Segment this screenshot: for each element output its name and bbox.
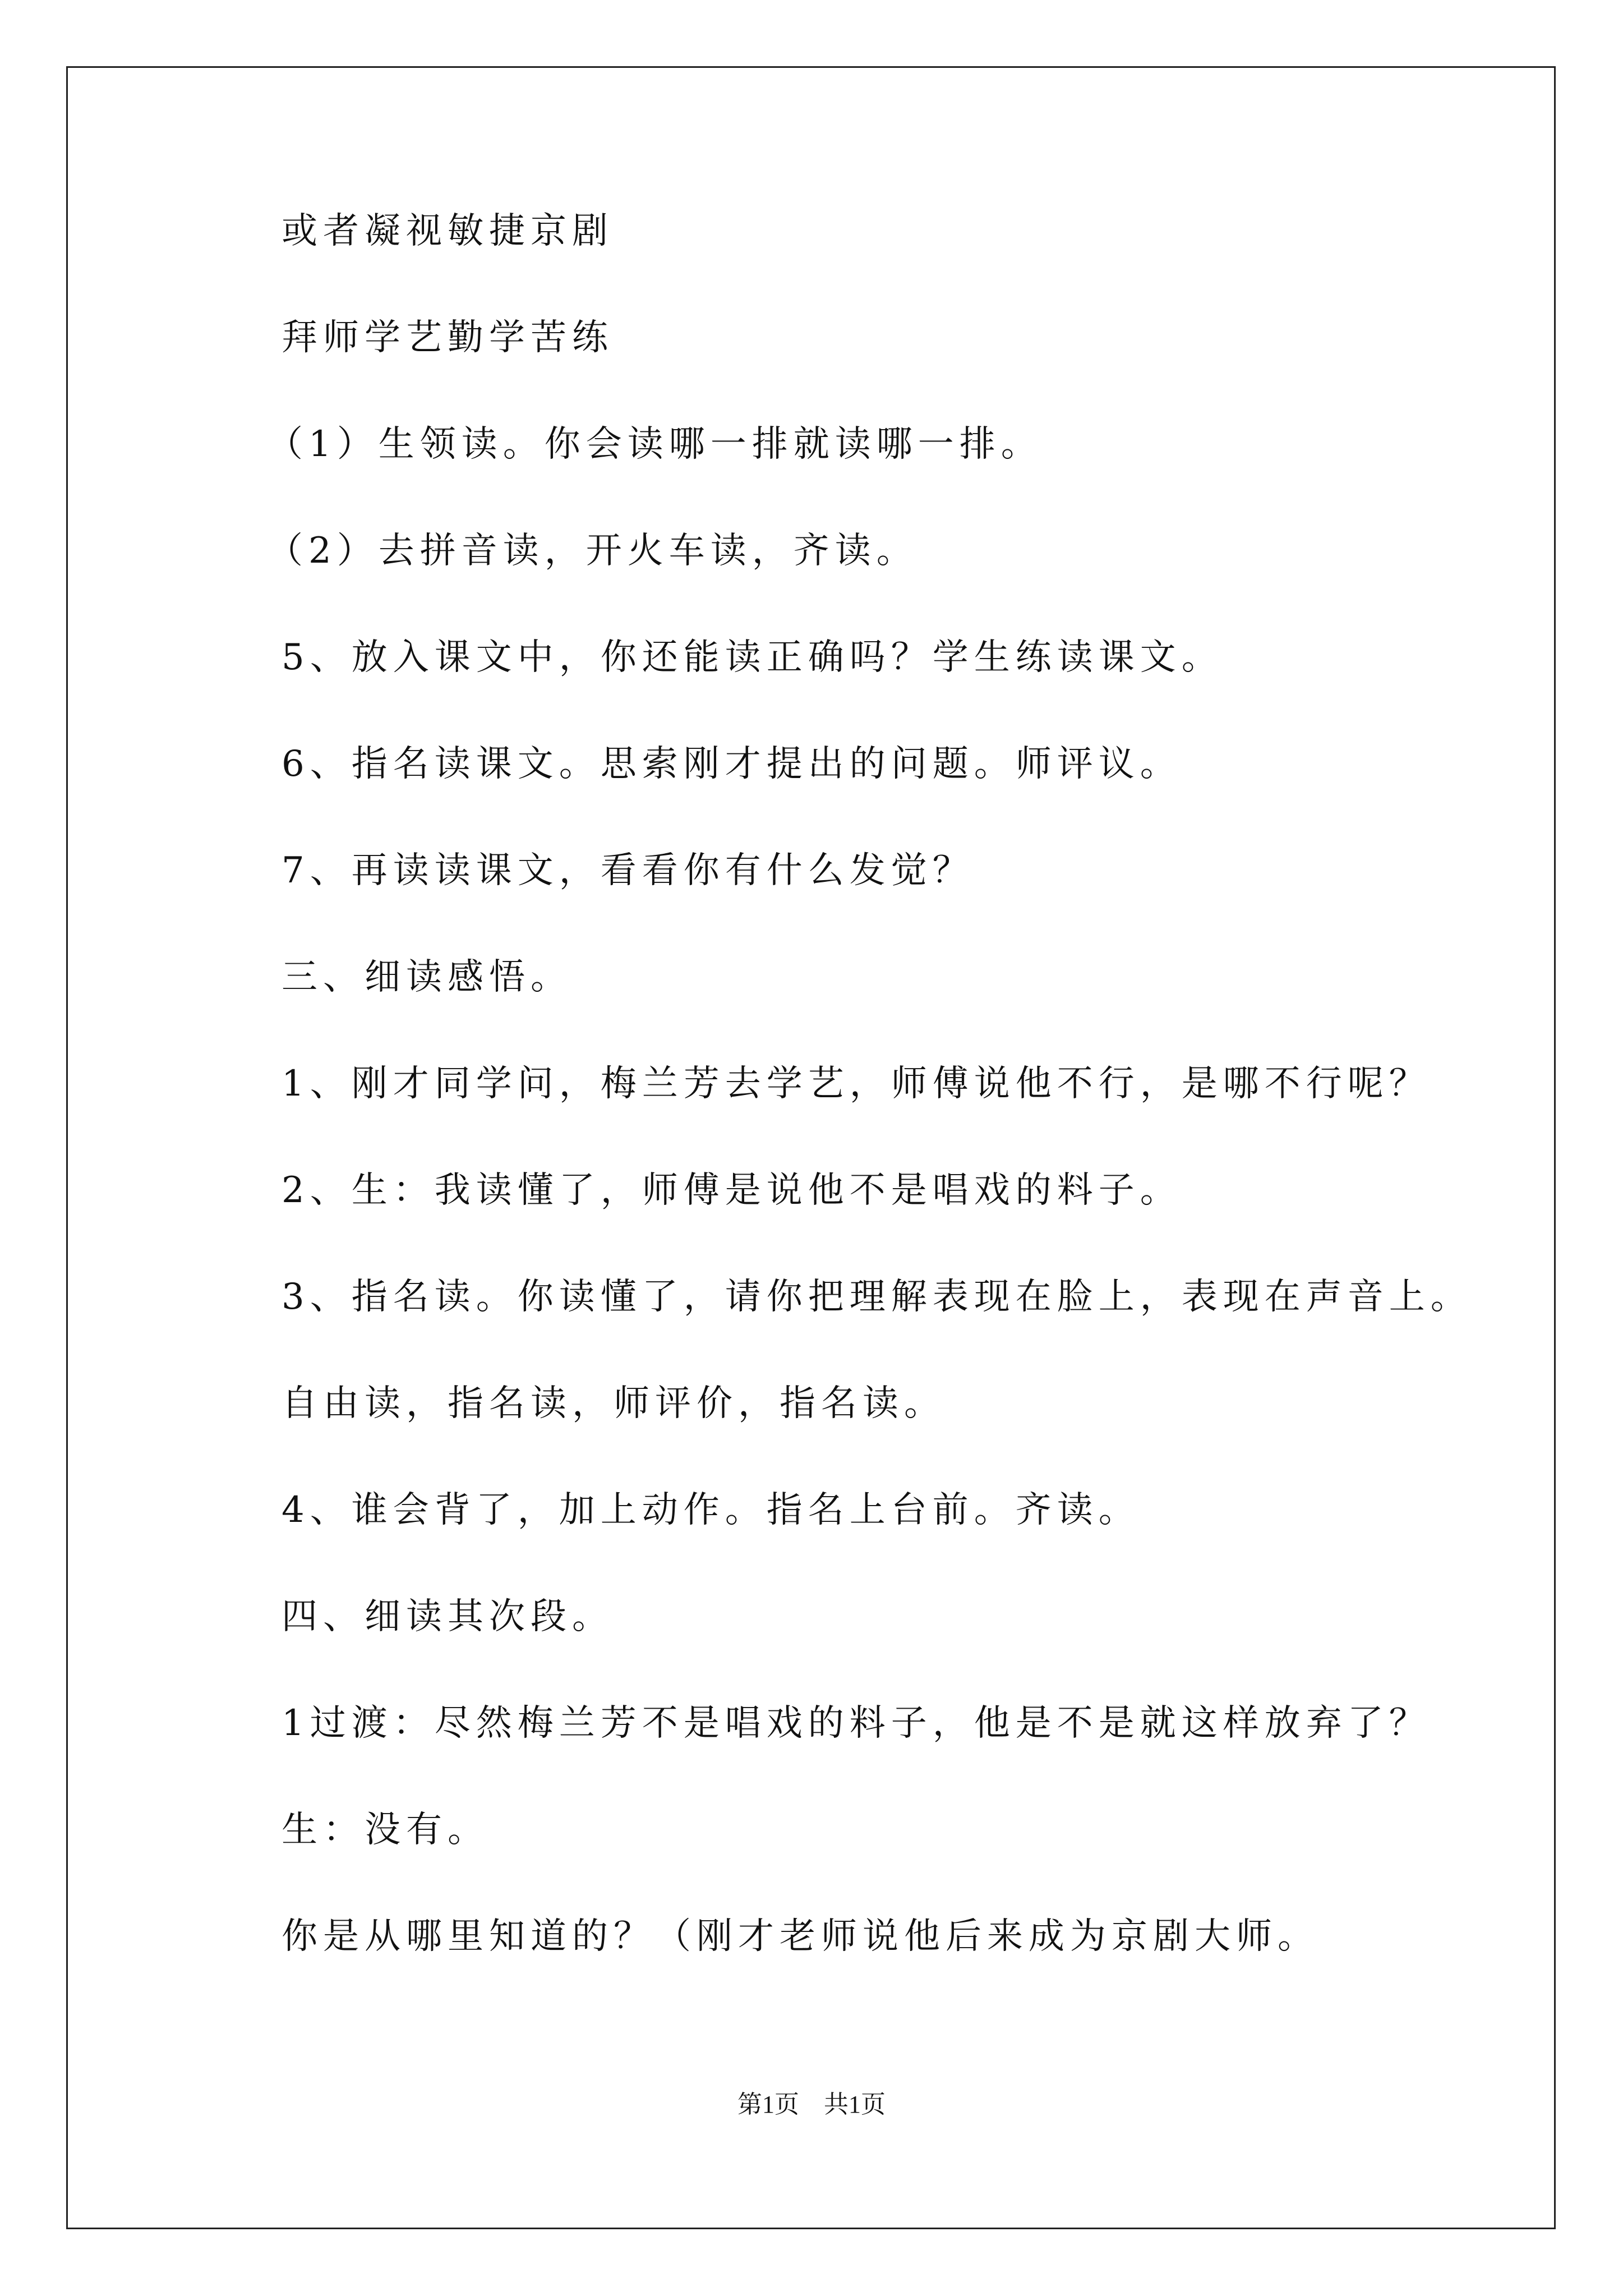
text-line: 7、再读读课文，看看你有什么发觉？ xyxy=(282,850,974,891)
text-line: 3、指名读。你读懂了，请你把理解表现在脸上，表现在声音上。 xyxy=(282,1276,1472,1318)
text-line: 自由读，指名读，师评价，指名读。 xyxy=(282,1383,946,1424)
text-line: 1、刚才同学问，梅兰芳去学艺，师傅说他不行，是哪不行呢？ xyxy=(282,1063,1431,1105)
section-heading: 四、细读其次段。 xyxy=(282,1596,614,1637)
page-number: 第1页 共1页 xyxy=(737,2091,886,2118)
text-line: 你是从哪里知道的？（刚才老师说他后来成为京剧大师。 xyxy=(282,1916,1319,1957)
text-line: 生：没有。 xyxy=(282,1809,489,1851)
text-line: 2、生：我读懂了，师傅是说他不是唱戏的料子。 xyxy=(282,1170,1182,1211)
text-line: 6、指名读课文。思索刚才提出的问题。师评议。 xyxy=(282,743,1182,785)
text-line: 5、放入课文中，你还能读正确吗？学生练读课文。 xyxy=(282,637,1223,678)
text-line: （1）生领读。你会读哪一排就读哪一排。 xyxy=(267,424,1043,465)
document-body xyxy=(267,210,1487,2025)
text-line: 拜师学艺勤学苦练 xyxy=(282,317,614,358)
text-line: 或者凝视敏捷京剧 xyxy=(282,210,614,252)
section-heading: 三、细读感悟。 xyxy=(282,956,572,998)
text-line: 1过渡：尽然梅兰芳不是唱戏的料子，他是不是就这样放弃了？ xyxy=(282,1703,1431,1744)
text-line: 4、谁会背了，加上动作。指名上台前。齐读。 xyxy=(282,1489,1140,1531)
text-line: （2）去拼音读，开火车读，齐读。 xyxy=(267,530,918,572)
